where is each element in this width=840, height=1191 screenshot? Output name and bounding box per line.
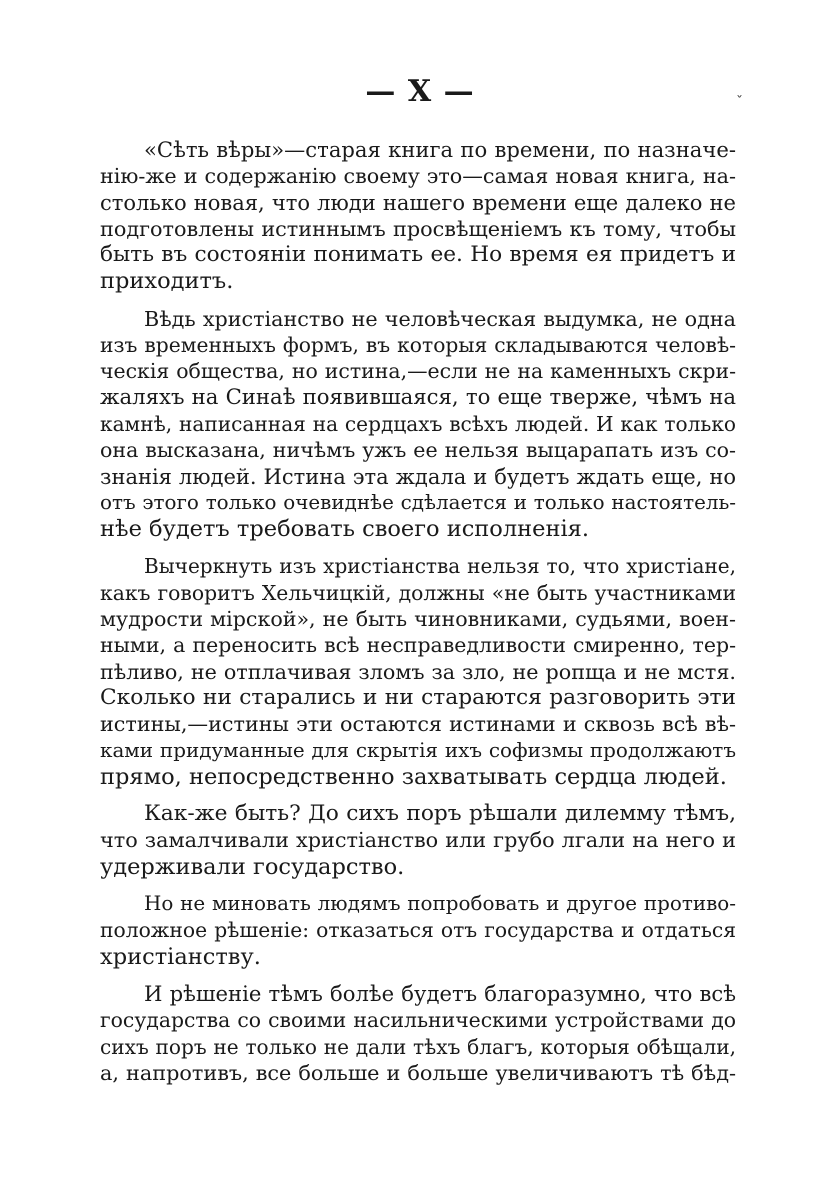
text-line: «Сѣть вѣры»—старая книга по времени, по назначе-: [144, 137, 736, 162]
text-line: удерживали государство.: [100, 853, 405, 880]
text-line: знанія людей. Истина эта ждала и будетъ ждать еще, но: [100, 464, 736, 489]
text-line: положное рѣшеніе: отказаться отъ государства и отдаться: [100, 918, 736, 943]
text-line: сихъ поръ не только не дали тѣхъ благъ, которыя обѣщали,: [100, 1034, 736, 1059]
text-line: жаляхъ на Синаѣ появившаяся, то еще тверже, чѣмъ на: [100, 384, 736, 410]
text-line: а, напротивъ, все больше и больше увеличиваютъ тѣ бѣд-: [100, 1060, 736, 1085]
text-line: ками придуманные для скрытія ихъ софизмы продолжаютъ: [100, 738, 736, 762]
text-line: изъ временныхъ формъ, въ которыя складываются человѣ-: [100, 333, 736, 358]
text-line: отъ этого только очевиднѣе сдѣлается и только настоятель-: [100, 490, 736, 514]
page-number: — X —: [365, 74, 475, 109]
text-line: Вычеркнуть изъ христіанства нельзя то, что христіане,: [144, 554, 736, 579]
paragraph-1: [100, 137, 736, 295]
text-line: пѣливо, не отплачивая зломъ за зло, не ропща и не мстя.: [100, 659, 736, 684]
text-line: ными, а переносить всѣ несправедливости смиренно, тер-: [100, 633, 736, 658]
text-line: нѣе будетъ требовать своего исполненія.: [100, 516, 589, 543]
text-line: нію-же и содержанію своему это—самая новая книга, на-: [100, 164, 736, 189]
text-line: ческія общества, но истина,—если не на каменныхъ скри-: [100, 359, 736, 384]
paragraph-4: [100, 801, 736, 880]
body-text: [100, 137, 736, 1097]
text-line: христіанству.: [100, 943, 261, 970]
text-line: столько новая, что люди нашего времени еще далеко не: [100, 189, 736, 215]
text-line: Но не миновать людямъ попробовать и другое противо-: [144, 892, 736, 916]
paragraph-6: [100, 981, 736, 1086]
paragraph-5: [100, 891, 736, 970]
text-line: она высказана, ничѣмъ ужъ ее нельзя выцарапать изъ со-: [100, 438, 736, 463]
paragraph-2: [100, 306, 736, 543]
text-line: камнѣ, написанная на сердцахъ всѣхъ людей. И как только: [100, 411, 736, 436]
text-line: что замалчивали христіанство или грубо лгали на него и: [100, 828, 736, 853]
text-line: быть въ состояніи понимать ее. Но время ея придетъ и: [100, 242, 736, 268]
text-line: приходитъ.: [100, 268, 234, 295]
text-line: какъ говоритъ Хельчицкій, должны «не быть участниками: [100, 580, 736, 605]
paragraph-3: [100, 553, 736, 790]
text-line: государства со своими насильническими устройствами до: [100, 1008, 736, 1033]
text-line: мудрости мірской», не быть чиновниками, судьями, воен-: [100, 607, 736, 632]
text-line: Как-же быть? До сихъ поръ рѣшали дилемму тѣмъ,: [144, 801, 736, 827]
text-line: истины,—истины эти остаются истинами и сквозь всѣ вѣ-: [100, 712, 736, 737]
text-line: прямо, непосредственно захватывать сердца людей.: [100, 763, 727, 790]
text-line: И рѣшеніе тѣмъ болѣе будетъ благоразумно, что всѣ: [144, 980, 736, 1006]
text-line: Сколько ни старались и ни стараются разговорить эти: [100, 684, 736, 710]
text-line: Вѣдь христіанство не человѣческая выдумка, не одна: [144, 306, 736, 331]
text-line: подготовлены истиннымъ просвѣщеніемъ къ тому, чтобы: [100, 216, 736, 241]
margin-mark: ˯: [736, 82, 743, 98]
